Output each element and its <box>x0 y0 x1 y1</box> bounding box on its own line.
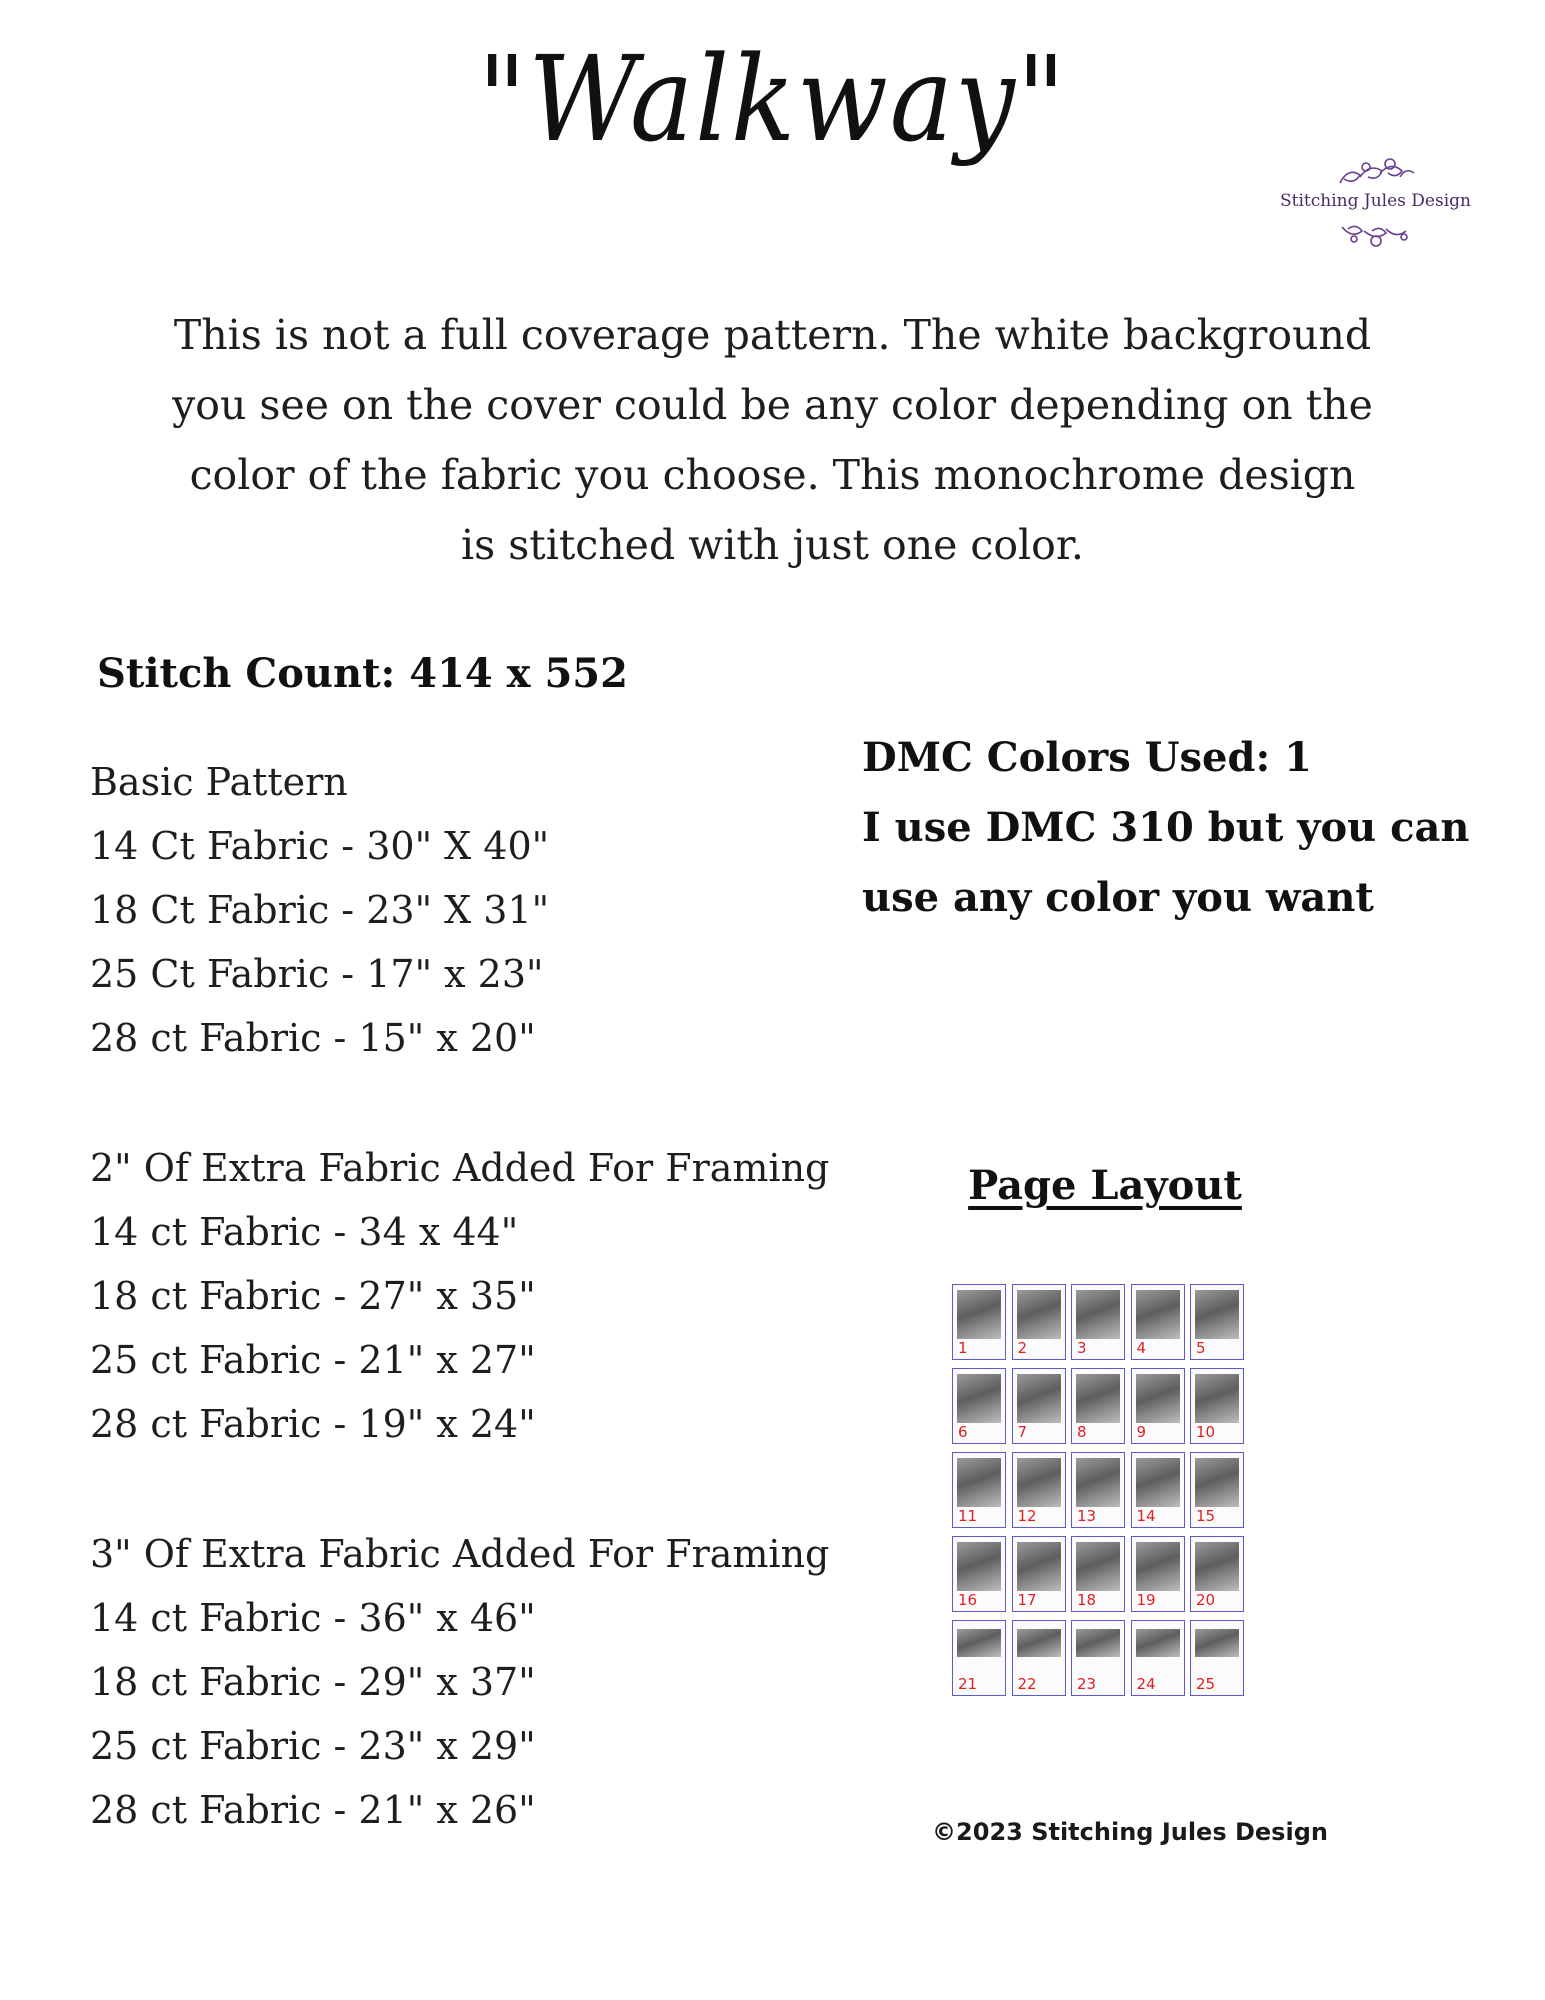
page-number: 17 <box>1017 1591 1037 1609</box>
page-thumbnail-image <box>1136 1629 1180 1657</box>
page-thumbnail-image <box>1195 1629 1239 1657</box>
page-thumbnail-image <box>957 1458 1001 1507</box>
page-number: 12 <box>1017 1507 1037 1525</box>
intro-paragraph <box>150 300 1395 580</box>
page-number: 13 <box>1077 1507 1097 1525</box>
size-item: 14 ct Fabric - 34 x 44" <box>90 1210 519 1254</box>
page-number: 11 <box>958 1507 978 1525</box>
page-thumbnail <box>1071 1368 1125 1444</box>
page-thumbnail <box>1071 1536 1125 1612</box>
section-heading: 2" Of Extra Fabric Added For Framing <box>90 1146 830 1190</box>
page-thumbnail-image <box>957 1629 1001 1657</box>
size-item: 25 ct Fabric - 21" x 27" <box>90 1338 536 1382</box>
size-item: 18 ct Fabric - 27" x 35" <box>90 1274 536 1318</box>
size-item: 14 ct Fabric - 36" x 46" <box>90 1596 536 1640</box>
page-number: 7 <box>1017 1423 1028 1441</box>
page-thumbnail-image <box>1195 1374 1239 1423</box>
page-number: 19 <box>1136 1591 1156 1609</box>
page-thumbnail <box>952 1620 1006 1696</box>
section-heading: Basic Pattern <box>90 760 348 804</box>
stitch-count: Stitch Count: 414 x 552 <box>97 650 628 697</box>
page-number: 9 <box>1136 1423 1147 1441</box>
logo-text: Stitching Jules Design <box>1280 191 1471 211</box>
page-thumbnail-image <box>957 1374 1001 1423</box>
page-thumbnail <box>1131 1452 1185 1528</box>
page-thumbnail-image <box>957 1542 1001 1591</box>
page-number: 6 <box>958 1423 968 1441</box>
page-thumbnail <box>952 1452 1006 1528</box>
page-thumbnail <box>1190 1536 1244 1612</box>
page-thumbnail <box>952 1536 1006 1612</box>
page-thumbnail <box>952 1368 1006 1444</box>
page-thumbnail-image <box>1195 1290 1239 1339</box>
page-thumbnail <box>1190 1620 1244 1696</box>
page-thumbnail-image <box>1076 1542 1120 1591</box>
page-thumbnail <box>1131 1620 1185 1696</box>
page-number: 24 <box>1136 1675 1156 1693</box>
size-item: 28 ct Fabric - 21" x 26" <box>90 1788 536 1832</box>
dmc-line: I use DMC 310 but you can <box>862 804 1470 851</box>
page-thumbnail-image <box>1136 1290 1180 1339</box>
dmc-line: use any color you want <box>862 874 1374 921</box>
page-number: 15 <box>1196 1507 1216 1525</box>
page-number: 3 <box>1077 1339 1087 1357</box>
page-number: 22 <box>1017 1675 1037 1693</box>
page-number: 10 <box>1196 1423 1216 1441</box>
section-heading: 3" Of Extra Fabric Added For Framing <box>90 1532 830 1576</box>
page-thumbnail <box>1131 1536 1185 1612</box>
page-thumbnail-image <box>1017 1629 1061 1657</box>
page-thumbnail-image <box>1017 1542 1061 1591</box>
page-number: 20 <box>1196 1591 1216 1609</box>
intro-line: is stitched with just one color. <box>461 521 1084 569</box>
page-thumbnail <box>1071 1620 1125 1696</box>
page-thumbnail <box>1190 1284 1244 1360</box>
page-thumbnail-image <box>1076 1290 1120 1339</box>
page-thumbnail <box>1131 1284 1185 1360</box>
intro-line: you see on the cover could be any color depending on the <box>172 381 1373 429</box>
page-thumbnail <box>1012 1452 1066 1528</box>
size-item: 18 Ct Fabric - 23" X 31" <box>90 888 550 932</box>
intro-line: color of the fabric you choose. This monochrome design <box>189 451 1356 499</box>
page-thumbnail-image <box>1136 1542 1180 1591</box>
dmc-colors-info <box>862 723 1470 933</box>
size-item: 14 Ct Fabric - 30" X 40" <box>90 824 550 868</box>
page-number: 5 <box>1196 1339 1206 1357</box>
size-item: 28 ct Fabric - 19" x 24" <box>90 1402 536 1446</box>
size-item: 25 ct Fabric - 23" x 29" <box>90 1724 536 1768</box>
page-number: 8 <box>1077 1423 1087 1441</box>
extra-3in-sizes <box>90 1522 829 1842</box>
size-item: 18 ct Fabric - 29" x 37" <box>90 1660 536 1704</box>
page-thumbnail-image <box>1076 1629 1120 1657</box>
page-thumbnail-image <box>1136 1458 1180 1507</box>
page-layout-heading: Page Layout <box>968 1162 1242 1209</box>
page-number: 2 <box>1017 1339 1028 1357</box>
page-number: 23 <box>1077 1675 1097 1693</box>
basic-pattern-sizes <box>90 750 549 1070</box>
page-thumbnail-image <box>957 1290 1001 1339</box>
page-thumbnail-image <box>1195 1542 1239 1591</box>
dmc-line: DMC Colors Used: 1 <box>862 734 1312 781</box>
page-number: 1 <box>958 1339 968 1357</box>
size-item: 25 Ct Fabric - 17" x 23" <box>90 952 544 996</box>
pattern-title: "Walkway" <box>477 30 1068 168</box>
page-thumbnail <box>1071 1452 1125 1528</box>
page-thumbnail-image <box>1017 1290 1061 1339</box>
page-number: 4 <box>1136 1339 1147 1357</box>
page-thumbnail-image <box>1195 1458 1239 1507</box>
page-thumbnail-image <box>1076 1374 1120 1423</box>
page-thumbnail-image <box>1136 1374 1180 1423</box>
page-thumbnail-image <box>1017 1458 1061 1507</box>
page-number: 25 <box>1196 1675 1216 1693</box>
page-thumbnail <box>1012 1284 1066 1360</box>
intro-line: This is not a full coverage pattern. The white background <box>173 311 1372 359</box>
page-number: 14 <box>1136 1507 1156 1525</box>
page-thumbnail <box>1190 1452 1244 1528</box>
page-thumbnail <box>1071 1284 1125 1360</box>
page-number: 21 <box>958 1675 978 1693</box>
page-thumbnail <box>1012 1368 1066 1444</box>
copyright-notice: ©2023 Stitching Jules Design <box>932 1818 1328 1846</box>
page-number: 16 <box>958 1591 978 1609</box>
brand-logo <box>1280 155 1470 255</box>
page-thumbnail-image <box>1017 1374 1061 1423</box>
extra-2in-sizes <box>90 1136 829 1456</box>
page-thumbnail <box>952 1284 1006 1360</box>
page-number: 18 <box>1077 1591 1097 1609</box>
page-thumbnail <box>1012 1536 1066 1612</box>
page-layout-grid <box>952 1284 1244 1696</box>
size-item: 28 ct Fabric - 15" x 20" <box>90 1016 536 1060</box>
page-thumbnail-image <box>1076 1458 1120 1507</box>
page-thumbnail <box>1012 1620 1066 1696</box>
page-thumbnail <box>1190 1368 1244 1444</box>
page-thumbnail <box>1131 1368 1185 1444</box>
